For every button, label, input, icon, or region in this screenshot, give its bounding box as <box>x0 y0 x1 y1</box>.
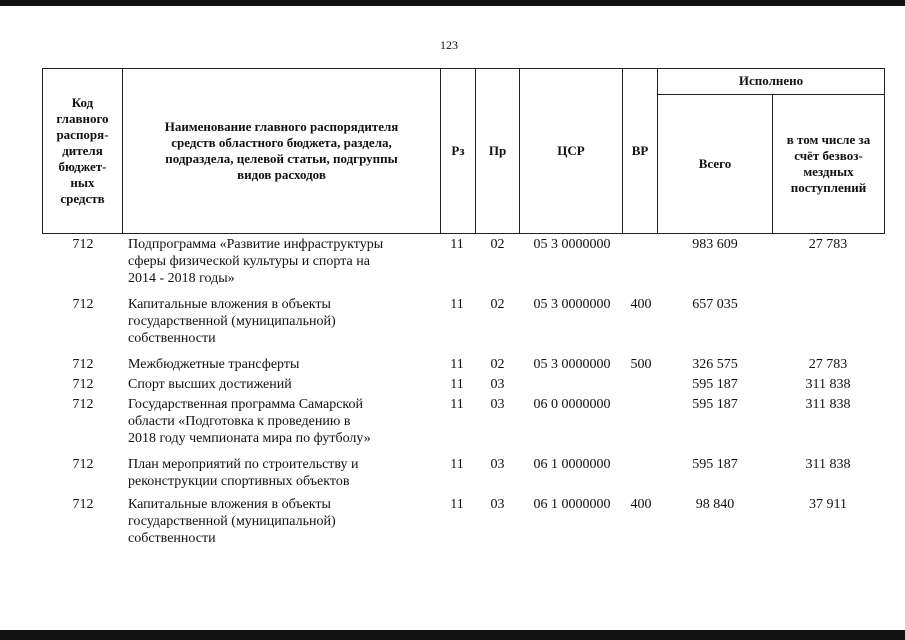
cell-code: 712 <box>72 237 94 252</box>
cell-name: Спорт высших достижений <box>128 377 292 392</box>
cell-pr: 02 <box>490 297 505 312</box>
cell-code: 712 <box>72 377 94 392</box>
cell-pr: 03 <box>490 377 505 392</box>
cell-free: 311 838 <box>805 377 851 392</box>
cell-pr: 03 <box>490 397 505 412</box>
cell-csr: 06 1 0000000 <box>533 457 611 472</box>
cell-rz: 11 <box>450 297 464 312</box>
cell-name: План мероприятий по строительству и реконструкции спортивных объектов <box>128 457 359 489</box>
cell-name: Межбюджетные трансферты <box>128 357 300 372</box>
cell-rz: 11 <box>450 397 464 412</box>
cell-total: 595 187 <box>692 457 738 472</box>
cell-total: 98 840 <box>695 497 735 512</box>
header-pr: Пр <box>488 142 507 158</box>
cell-free: 27 783 <box>808 357 848 372</box>
header-border-bottom <box>42 233 885 234</box>
header-col-line <box>884 68 885 234</box>
cell-total: 983 609 <box>692 237 738 252</box>
cell-code: 712 <box>72 457 94 472</box>
cell-code: 712 <box>72 397 94 412</box>
cell-total: 595 187 <box>692 377 738 392</box>
cell-pr: 02 <box>490 237 505 252</box>
scan-edge-top <box>0 0 905 6</box>
header-code: Код главного распоря- дителя бюджет- ных средств <box>56 94 109 206</box>
table-header <box>42 68 885 234</box>
cell-pr: 03 <box>490 497 505 512</box>
cell-free: 37 911 <box>809 497 847 512</box>
cell-vr: 400 <box>630 297 652 312</box>
header-executed: Исполнено <box>738 73 804 88</box>
header-name: Наименование главного распорядителя средств областного бюджета, раздела, подраздела, целевой статьи, подгруппы видов расходов <box>164 118 399 182</box>
cell-code: 712 <box>72 497 94 512</box>
cell-rz: 11 <box>450 357 464 372</box>
cell-rz: 11 <box>450 377 464 392</box>
cell-csr: 05 3 0000000 <box>533 237 611 252</box>
cell-total: 595 187 <box>692 397 738 412</box>
cell-csr: 06 1 0000000 <box>533 497 611 512</box>
page-number: 123 <box>440 38 458 52</box>
cell-csr: 05 3 0000000 <box>533 297 611 312</box>
header-incl-free: в том числе за счёт безвоз- мездных поступлений <box>786 132 871 195</box>
cell-total: 326 575 <box>692 357 738 372</box>
header-vr: ВР <box>631 142 649 158</box>
cell-name: Капитальные вложения в объекты государственной (муниципальной) собственности <box>128 297 336 346</box>
cell-pr: 03 <box>490 457 505 472</box>
cell-vr: 500 <box>630 357 652 372</box>
cell-total: 657 035 <box>692 297 738 312</box>
cell-code: 712 <box>72 297 94 312</box>
cell-name: Капитальные вложения в объекты государственной (муниципальной) собственности <box>128 497 336 546</box>
cell-free: 27 783 <box>808 237 848 252</box>
cell-rz: 11 <box>450 237 464 252</box>
cell-free: 311 838 <box>805 457 851 472</box>
cell-name: Государственная программа Самарской области «Подготовка к проведению в 2018 году чемпионата мира по футболу» <box>128 397 371 446</box>
cell-rz: 11 <box>450 457 464 472</box>
cell-free: 311 838 <box>805 397 851 412</box>
cell-csr: 05 3 0000000 <box>533 357 611 372</box>
cell-name: Подпрограмма «Развитие инфраструктуры сферы физической культуры и спорта на 2014 - 2018 годы» <box>128 237 384 286</box>
header-total: Всего <box>698 156 732 171</box>
scan-edge-bottom <box>0 630 905 640</box>
cell-pr: 02 <box>490 357 505 372</box>
cell-vr: 400 <box>630 497 652 512</box>
cell-csr: 06 0 0000000 <box>533 397 611 412</box>
cell-rz: 11 <box>450 497 464 512</box>
header-rz: Рз <box>451 142 465 158</box>
header-csr: ЦСР <box>557 142 585 158</box>
cell-code: 712 <box>72 357 94 372</box>
